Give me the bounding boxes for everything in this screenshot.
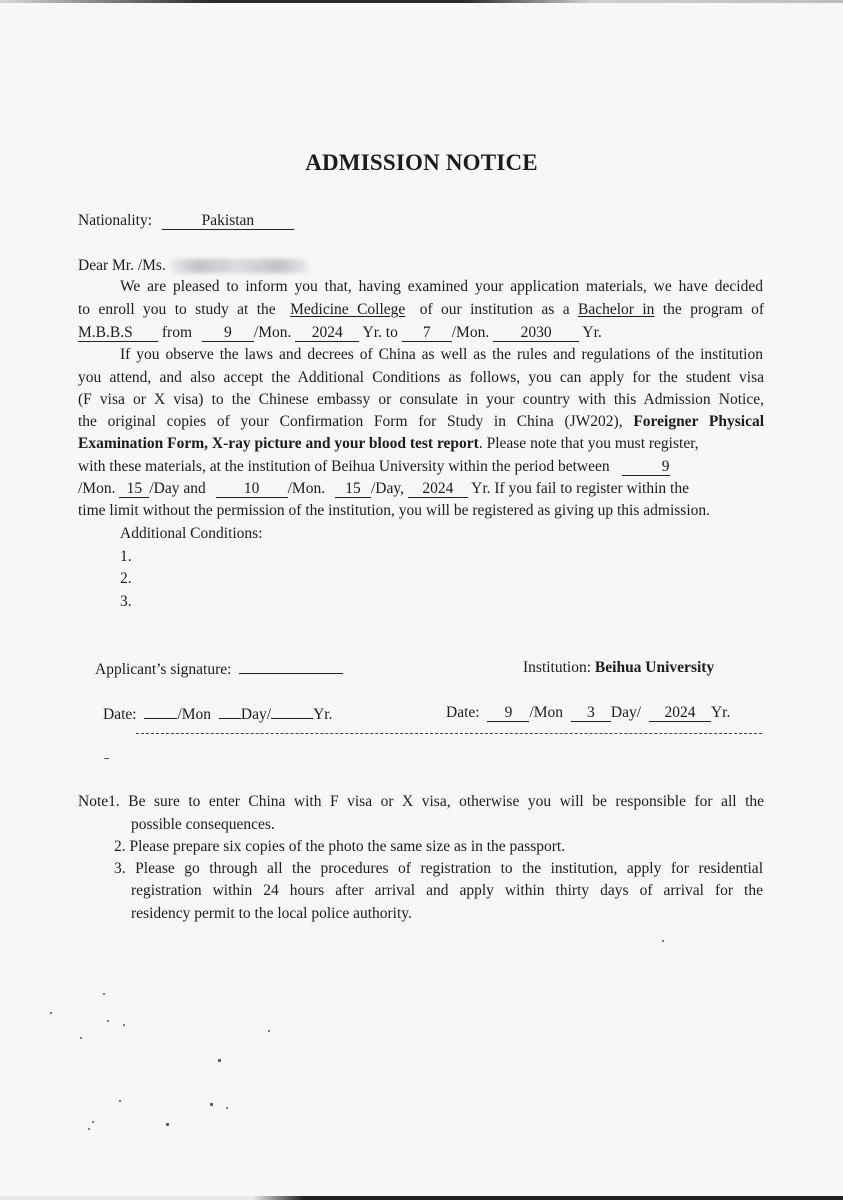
scan-speck [166,1123,169,1126]
p1-line1: We are pleased to inform you that, having examined your application materials, we have decided [120,278,763,295]
applicant-month-blank [144,703,177,719]
bold-form-name: Foreigner Physical [633,413,765,430]
dashed-separator [136,733,762,734]
salutation [78,256,308,276]
p2-line3: (F visa or X visa) to the Chinese embassy or consulate in your country with this Admission Notice, [78,391,764,408]
reg-start-day: 15 [119,481,149,498]
reg-year: 2024 [408,481,468,498]
end-year: 2030 [493,325,579,342]
degree-name: Bachelor in [578,301,655,318]
applicant-signature-blank [239,658,343,674]
p2-line1: If you observe the laws and decrees of China as well as the rules and regulations of the institution [120,346,763,363]
institution-day: 3 [571,705,611,722]
note-3-line3: residency permit to the local police authority. [131,905,412,922]
scan-speck [107,1020,109,1022]
salutation-text: Dear Mr. /Ms. [78,257,166,274]
start-year: 2024 [295,325,359,342]
scan-speck [210,1103,213,1106]
institution-row [523,658,714,678]
page-title: ADMISSION NOTICE [305,150,538,175]
start-month: 9 [202,325,254,342]
reg-end-month: 10 [216,481,288,498]
scan-speck [268,1030,270,1032]
redacted-name [170,259,308,273]
stray-mark [104,758,109,759]
p1-line2: to enroll you to study at the Medicine College of our institution as a Bachelor in the program of [78,301,765,318]
p2-line5: Examination Form, X-ray picture and your blood test report. Please note that you must register, [78,435,699,452]
nationality-value: Pakistan [162,213,294,230]
institution-date-row: Date: 9 /Mon 3 Day/ 2024 Yr. [446,704,731,721]
college-name: Medicine College [290,301,406,318]
note-3-line1: 3. Please go through all the procedures of registration to the institution, apply for residential [114,860,763,877]
scan-speck [103,993,105,995]
applicant-year-blank [271,703,313,719]
p2-line4: the original copies of your Confirmation Form for Study in China (JW202), Foreigner Physical [78,413,765,430]
paper-bottom-edge [0,1196,843,1200]
nationality-label: Nationality: [78,212,153,229]
note-1-line2: possible consequences. [131,816,275,833]
institution-year: 2024 [649,705,711,722]
condition-item: 2. [120,570,132,587]
scan-speck [662,940,664,942]
applicant-signature-label: Applicant’s signature: [95,661,232,678]
applicant-day-blank [219,703,241,719]
scan-speck [92,1121,94,1123]
applicant-date-row: Date: /Mon Day/ Yr. [103,703,332,725]
program-name: M.B.B.S [78,325,158,342]
end-month: 7 [402,325,452,342]
scan-speck [80,1037,82,1039]
paper-top-edge [0,0,843,3]
note-2: 2. Please prepare six copies of the photo the same size as in the passport. [114,838,566,855]
scan-speck [218,1059,221,1062]
p2-line8: time limit without the permission of the institution, you will be registered as giving up this admission. [78,502,711,519]
note-3-line2: registration within 24 hours after arrival and apply within thirty days of arrival for the [131,882,763,899]
p1-line3: M.B.B.S from 9 /Mon. 2024 Yr. to 7 /Mon. 2030 Yr. [78,324,602,341]
institution-month: 9 [487,705,529,722]
note-1-line1: Note1. Be sure to enter China with F visa or X visa, otherwise you will be responsible for all the [78,793,765,810]
additional-conditions-label: Additional Conditions: [120,525,263,542]
condition-item: 3. [120,593,132,610]
institution-label: Institution: [523,659,592,676]
reg-end-day: 15 [335,481,371,498]
condition-item: 1. [120,548,132,565]
nationality-row [78,211,294,231]
p2-line7: /Mon. 15 /Day and 10 /Mon. 15 /Day, 2024 Yr. If you fail to register within the [78,480,689,497]
scan-speck [88,1128,90,1130]
p2-line2: you attend, and also accept the Additional Conditions as follows, you can apply for the student visa [78,369,764,386]
scan-speck [50,1012,52,1014]
p2-line6: with these materials, at the institution of Beihua University within the period between 9 [78,458,670,475]
institution-name: Beihua University [594,659,715,676]
scan-speck [123,1024,125,1026]
scan-speck [119,1100,121,1102]
reg-start-month: 9 [622,459,670,476]
applicant-signature-row [95,658,343,680]
scan-speck [226,1107,228,1109]
